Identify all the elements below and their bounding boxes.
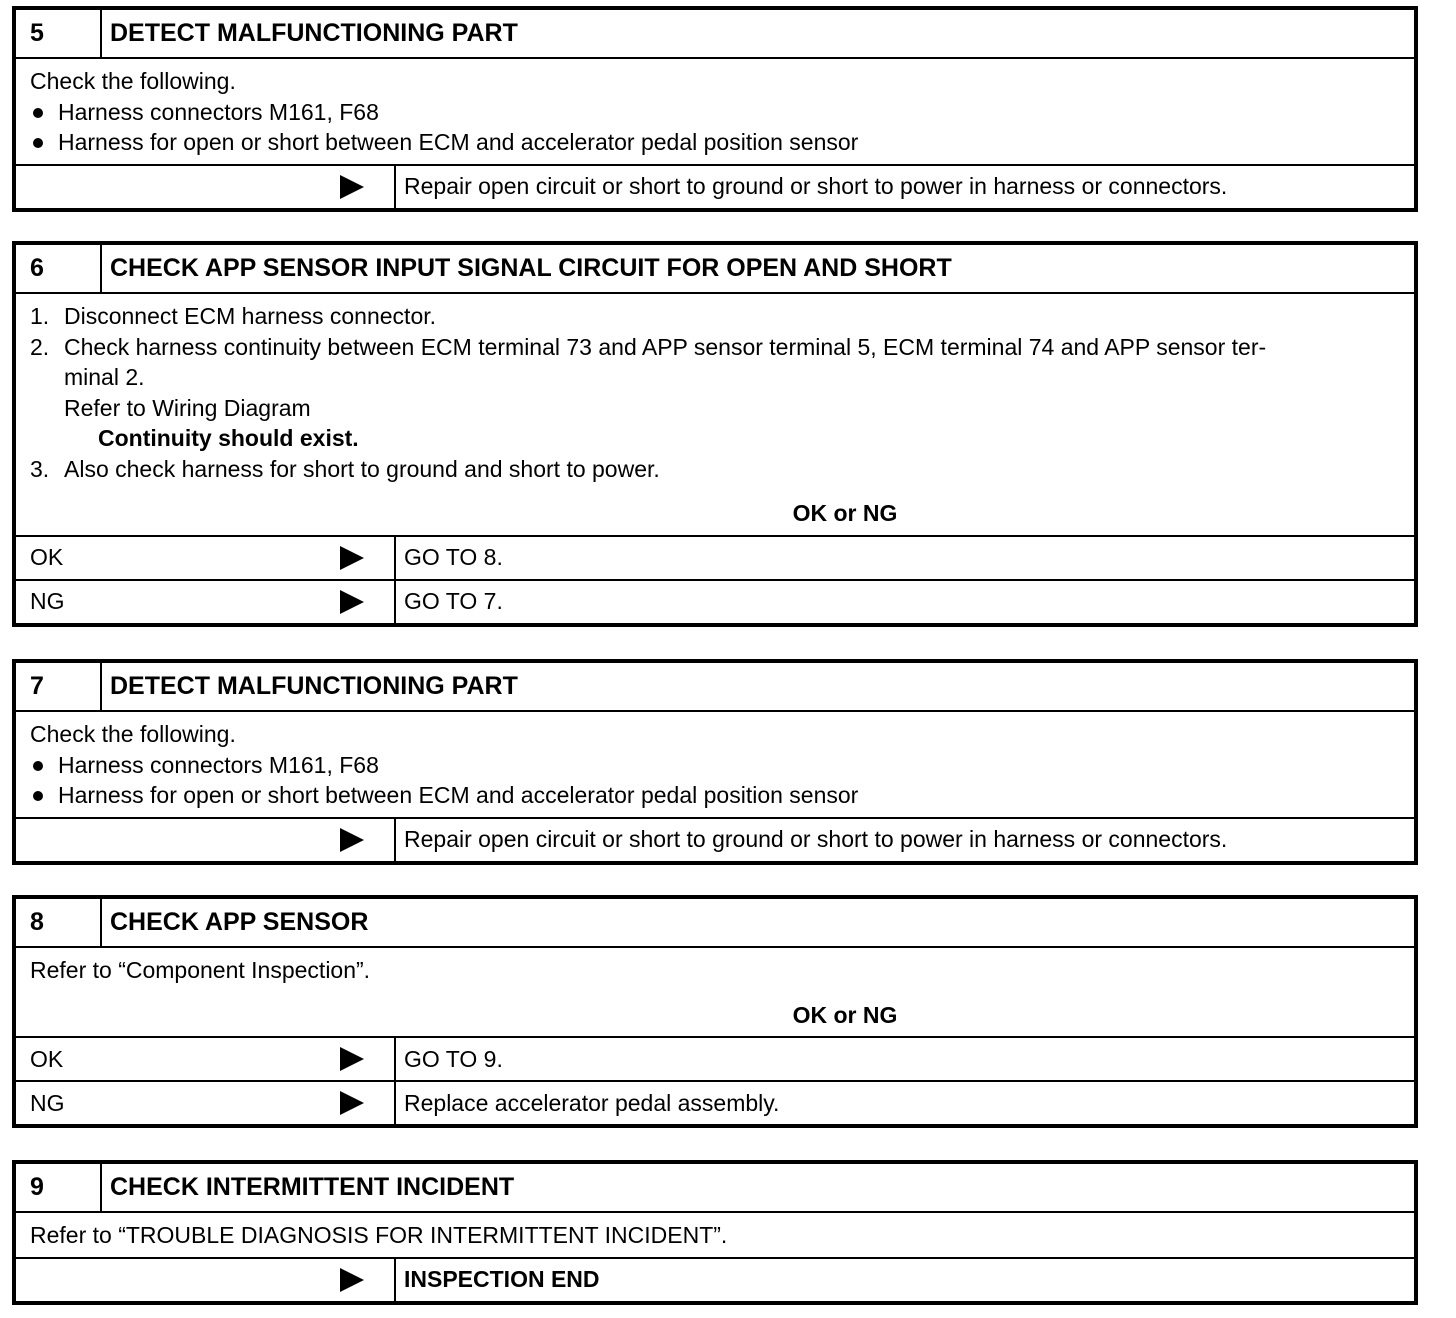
arrow-right-icon: [340, 590, 364, 614]
result-action: Repair open circuit or short to ground or short to power in harness or connectors.: [404, 826, 1228, 852]
arrow-right-icon: [340, 175, 364, 199]
arrow-right-icon: [340, 1047, 364, 1071]
step-header: [16, 245, 1414, 292]
step-number: 9: [16, 1164, 102, 1211]
result-row: [16, 164, 1414, 208]
step-text: Refer to “TROUBLE DIAGNOSIS FOR INTERMITTENT INCIDENT”.: [30, 1222, 728, 1248]
step-7: [12, 659, 1418, 865]
step-number: 6: [16, 245, 102, 292]
ng-action: GO TO 7.: [404, 588, 503, 614]
step-body: [16, 946, 1414, 1036]
step-number: 7: [16, 663, 102, 710]
item-continuation: minal 2.: [64, 364, 145, 390]
result-action: INSPECTION END: [404, 1266, 600, 1292]
step-header: [16, 1164, 1414, 1211]
spec-text: Continuity should exist.: [98, 425, 359, 451]
arrow-right-icon: [340, 1268, 364, 1292]
ok-action: GO TO 8.: [404, 544, 503, 570]
step-title: DETECT MALFUNCTIONING PART: [110, 672, 518, 700]
bullet-item: Harness connectors M161, F68: [30, 750, 1400, 781]
ok-or-ng-label: OK or NG: [792, 1001, 898, 1028]
step-header: [16, 899, 1414, 946]
step-8: [12, 895, 1418, 1128]
result-row: [16, 1257, 1414, 1301]
step-body: [16, 710, 1414, 817]
step-body: [16, 57, 1414, 164]
ng-row: [16, 1080, 1414, 1124]
step-body: [16, 1211, 1414, 1257]
step-number: 5: [16, 10, 102, 57]
step-5: [12, 6, 1418, 212]
numbered-item: 2. Check harness continuity between ECM terminal 73 and APP sensor terminal 5, ECM terminal 74 and APP sensor ter-: [30, 333, 1267, 360]
bullet-item: Harness for open or short between ECM and accelerator pedal position sensor: [30, 780, 1400, 811]
step-title: DETECT MALFUNCTIONING PART: [110, 19, 518, 47]
ng-action: Replace accelerator pedal assembly.: [404, 1089, 780, 1116]
step-header: [16, 10, 1414, 57]
arrow-right-icon: [340, 546, 364, 570]
bullet-item: Harness for open or short between ECM and accelerator pedal position sensor: [30, 127, 1400, 158]
ng-label: NG: [30, 1089, 65, 1116]
result-row: [16, 817, 1414, 861]
step-title: CHECK APP SENSOR: [110, 908, 369, 936]
step-number: 8: [16, 899, 102, 946]
ok-or-ng-label: OK or NG: [792, 500, 898, 526]
step-header: [16, 663, 1414, 710]
ng-row: [16, 579, 1414, 623]
arrow-right-icon: [340, 828, 364, 852]
step-title: CHECK INTERMITTENT INCIDENT: [110, 1173, 515, 1201]
numbered-item: 1. Disconnect ECM harness connector.: [30, 303, 437, 329]
step-text: Refer to “Component Inspection”.: [30, 957, 371, 983]
ng-label: NG: [30, 588, 65, 614]
ok-row: [16, 535, 1414, 579]
step-9: [12, 1160, 1418, 1305]
refer-text: Refer to Wiring Diagram: [64, 394, 311, 421]
result-action: Repair open circuit or short to ground or short to power in harness or connectors.: [404, 173, 1228, 199]
step-6: [12, 241, 1418, 627]
ok-row: [16, 1036, 1414, 1080]
step-intro: Check the following.: [30, 721, 236, 747]
step-title: CHECK APP SENSOR INPUT SIGNAL CIRCUIT FOR OPEN AND SHORT: [110, 254, 952, 282]
arrow-right-icon: [340, 1091, 364, 1115]
step-body: [16, 292, 1414, 535]
ok-label: OK: [30, 544, 64, 570]
bullet-item: Harness connectors M161, F68: [30, 97, 1400, 128]
step-intro: Check the following.: [30, 68, 236, 94]
ok-label: OK: [30, 1045, 64, 1072]
ok-action: GO TO 9.: [404, 1045, 503, 1072]
numbered-item: 3. Also check harness for short to ground and short to power.: [30, 455, 660, 482]
